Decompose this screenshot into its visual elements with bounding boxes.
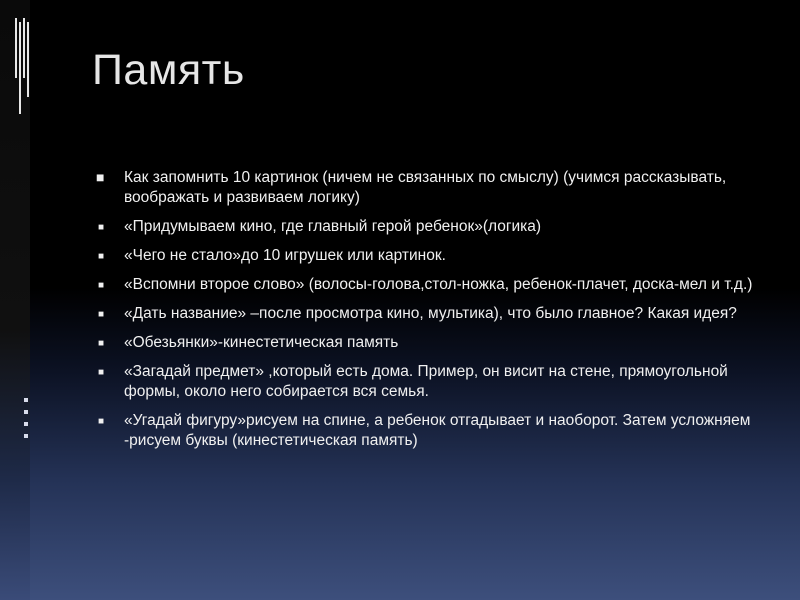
bullet-item	[96, 304, 766, 324]
bullet-text: «Придумываем кино, где главный герой ребенок»(логика)	[124, 218, 542, 235]
edge-stripe	[27, 22, 29, 97]
bullet-text: «Вспомни второе слово» (волосы-голова,стол-ножка, ребенок-плачет, доска-мел и т.д.)	[124, 276, 753, 293]
bullet-item	[96, 333, 766, 353]
square-bullet-icon: ■	[98, 338, 105, 349]
square-bullet-icon: ■	[98, 367, 105, 378]
bullet-item	[96, 217, 766, 237]
bullet-item	[96, 362, 766, 402]
square-bullet-icon: ■	[98, 280, 105, 291]
edge-block	[24, 398, 28, 402]
square-bullet-icon: ■	[98, 416, 105, 427]
decorative-left-edge	[0, 0, 32, 600]
edge-stripe	[15, 18, 17, 78]
square-bullet-icon: ■	[98, 222, 105, 233]
bullet-text: «Угадай фигуру»рисуем на спине, а ребенок отгадывает и наоборот. Затем усложняем -рисуем буквы (кинестетическая память)	[124, 412, 751, 449]
bullet-text: Как запомнить 10 картинок (ничем не связанных по смыслу) (учимся рассказывать, воображать и развиваем логику)	[124, 169, 727, 206]
square-bullet-icon: ■	[98, 309, 105, 320]
bullet-text: «Чего не стало»до 10 игрушек или картинок.	[124, 247, 446, 264]
square-bullet-icon: ■	[98, 251, 105, 262]
bullet-item	[96, 168, 766, 208]
edge-panel	[0, 0, 30, 600]
edge-block	[24, 410, 28, 414]
edge-stripe	[19, 22, 21, 114]
bullet-list	[96, 168, 766, 460]
bullet-item	[96, 411, 766, 451]
edge-block	[24, 434, 28, 438]
slide-title: Память	[92, 46, 245, 94]
square-bullet-icon: ■	[96, 169, 105, 185]
bullet-item	[96, 275, 766, 295]
edge-stripe	[23, 18, 25, 78]
bullet-text: «Дать название» –после просмотра кино, мультика), что было главное? Какая идея?	[124, 305, 737, 322]
bullet-item	[96, 246, 766, 266]
bullet-text: «Обезьянки»-кинестетическая память	[124, 334, 399, 351]
bullet-text: «Загадай предмет» ,который есть дома. Пример, он висит на стене, прямоугольной формы, около него собирается вся семья.	[124, 363, 728, 400]
edge-block	[24, 422, 28, 426]
